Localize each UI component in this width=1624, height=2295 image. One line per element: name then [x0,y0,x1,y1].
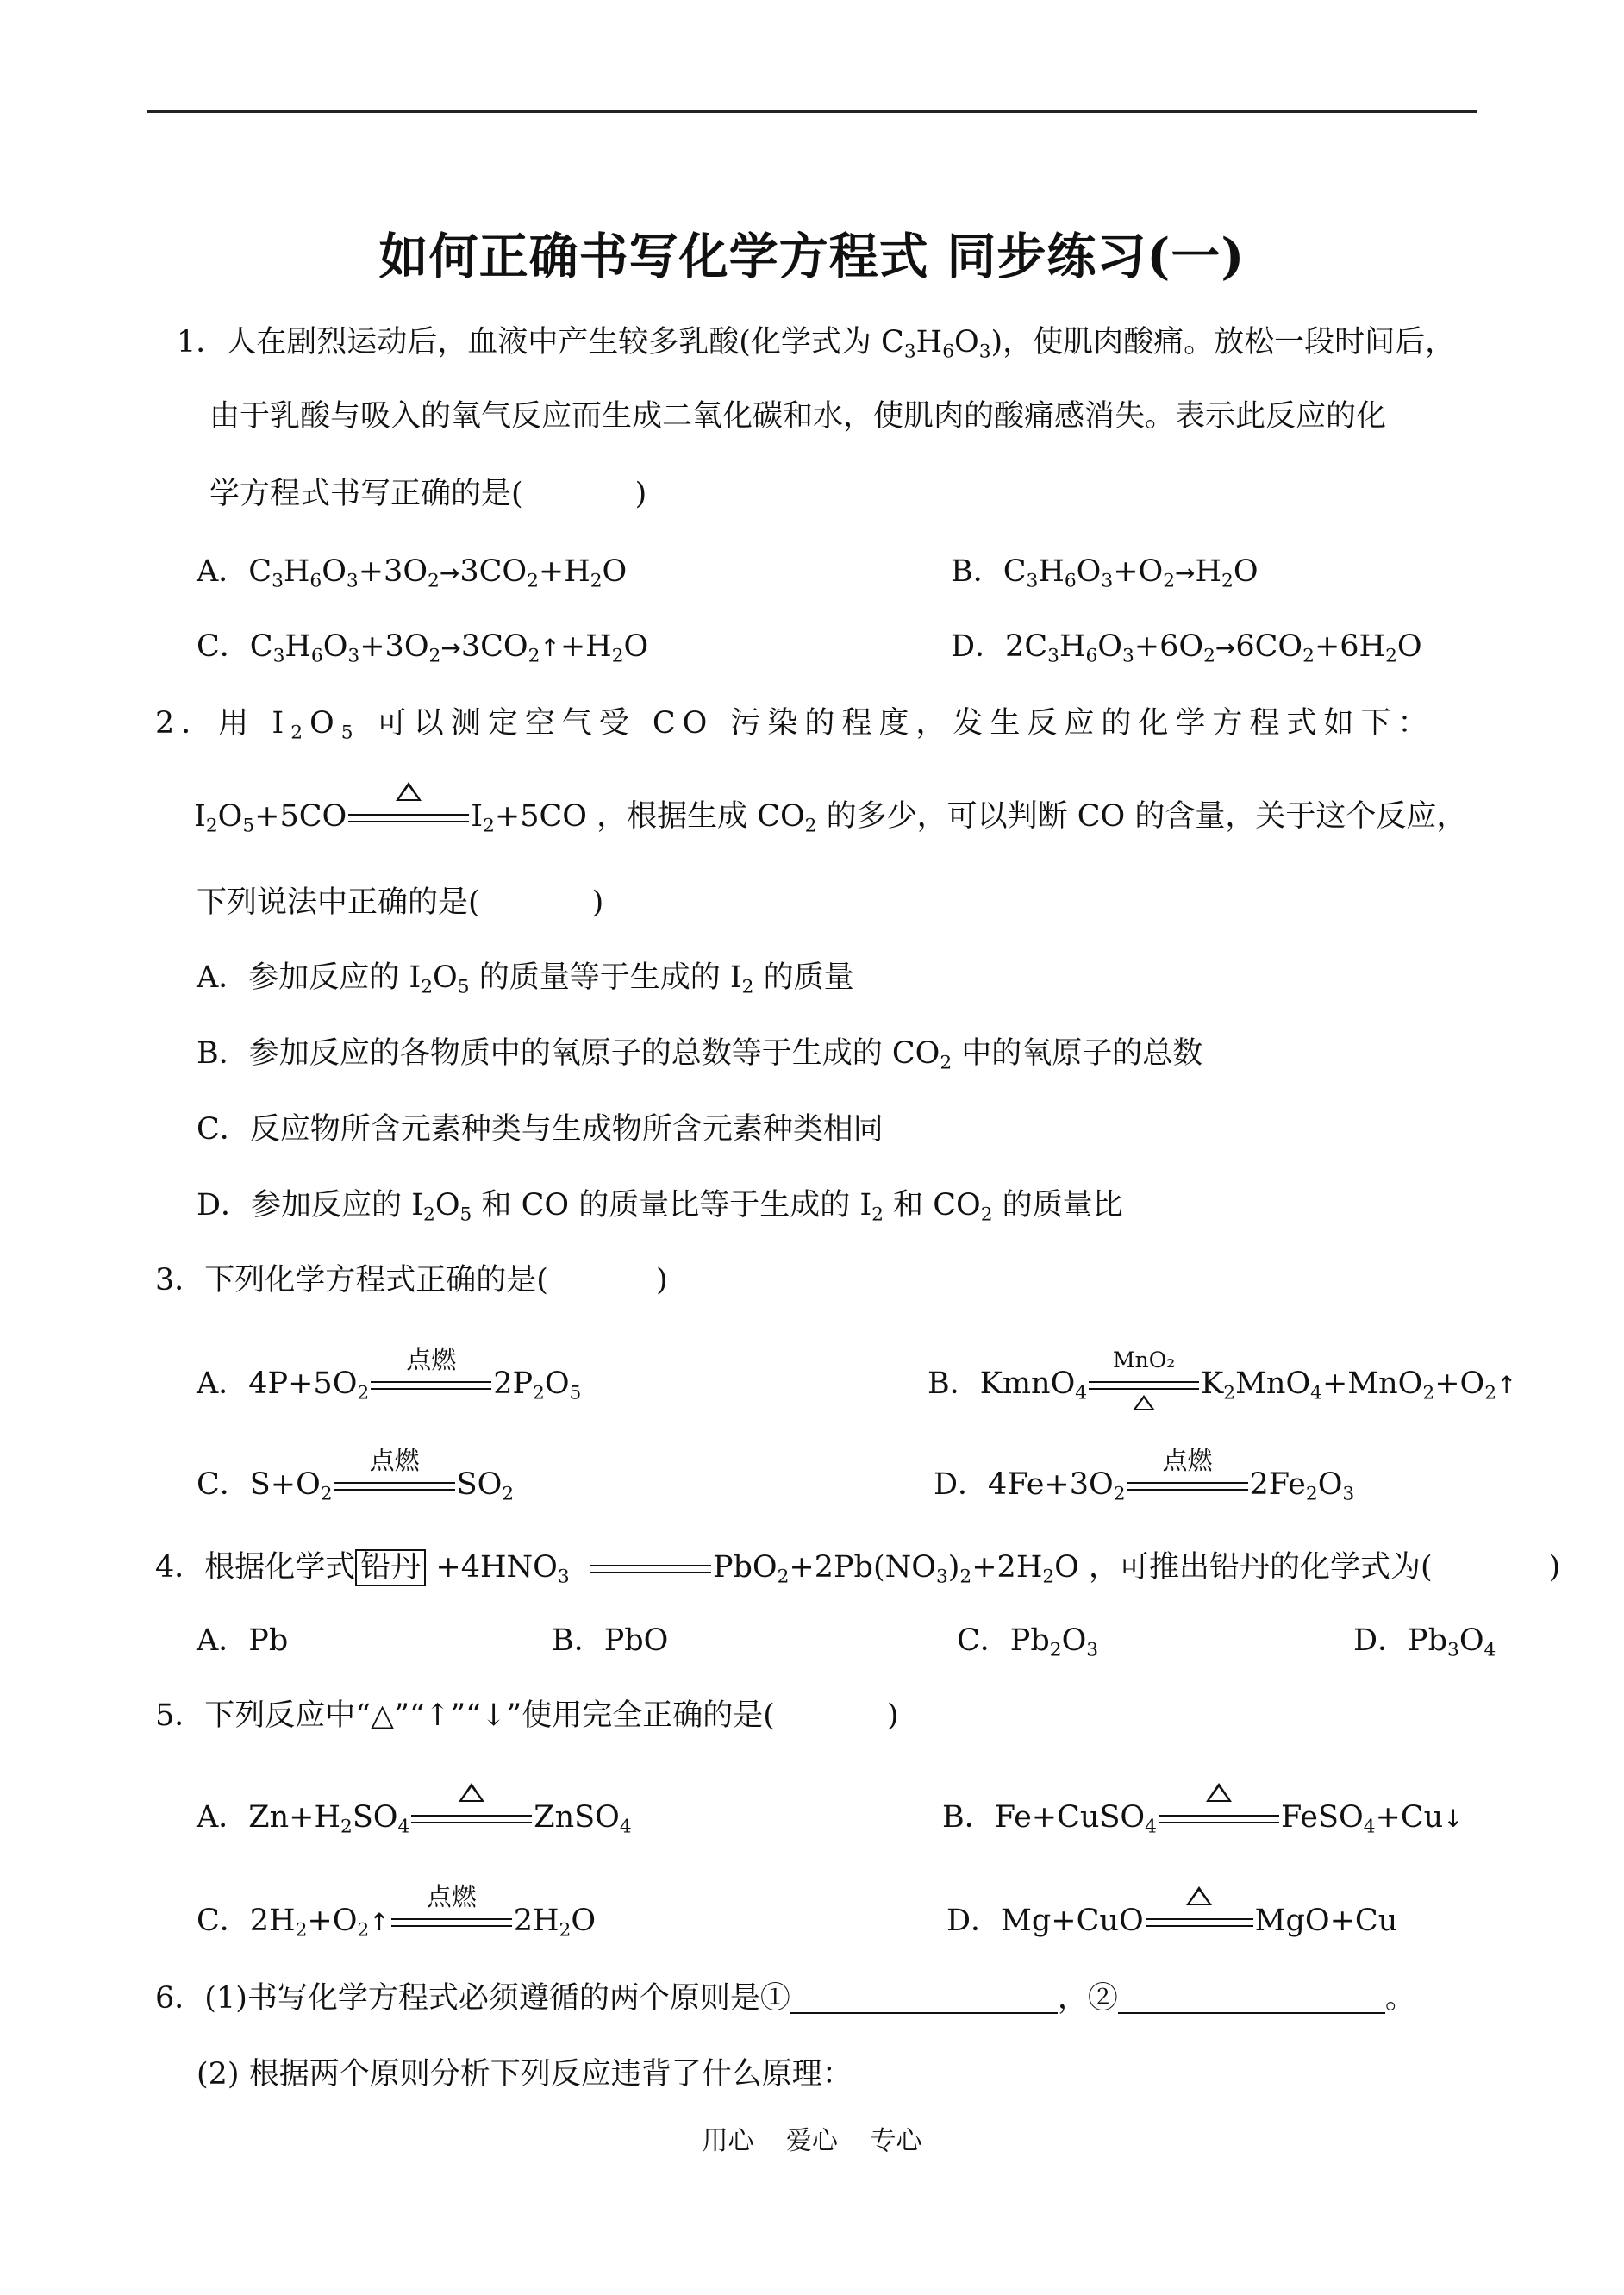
q6-line2: (2) 根据两个原则分析下列反应违背了什么原理： [197,2057,853,2092]
burn-condition [371,1344,491,1398]
q3-option-a[interactable]: A．$4P+5O_2$ 点燃 $2P_2O_5$ [197,1344,582,1404]
burn-condition [391,1881,512,1935]
burn-label: 点燃 [369,1445,420,1475]
q2-stem-end: ) [591,885,604,920]
burn-condition [1127,1445,1248,1498]
q1-option-b[interactable]: B．$C_3H_6O_3+O_2\to H_2O$ [951,554,1259,592]
q1-line3 [209,479,646,510]
q5-option-c[interactable]: C．$2H_2+O_2↑$ 点燃 $2H_2O$ [197,1881,597,1942]
q5-stem [155,1698,899,1733]
q1-line2: 由于乳酸与吸入的氧气反应而生成二氧化碳和水，使肌肉的酸痛感消失。表示此反应的化 [209,399,1387,434]
q2-line1: 2．用 $I_2O_5$ 可以测定空气受 CO 污染的程度，发生反应的化学方程式如下： [155,706,1435,744]
q2-line3 [197,885,604,920]
q2-option-a[interactable]: A．参加反应的 $I_2O_5$ 的质量等于生成的 $I_2$ 的质量 [197,960,854,998]
q2-option-c[interactable]: C．反应物所含元素种类与生成物所含元素种类相同 [197,1112,884,1147]
q4-option-b[interactable]: B．PbO [552,1623,669,1658]
q2-line2: $I_2O_5+5CO$ $I_2+5CO$ ，根据生成 $CO_2$ 的多少，可以判断 CO 的含量，关于这个反应， [194,802,1466,832]
header-rule [147,110,1477,113]
mno2-label: MnO₂ [1113,1347,1176,1373]
q1-option-c[interactable]: C．$C_3H_6O_3+3O_2\to 3CO_2↑+H_2O$ [197,629,649,667]
q4-stem: 4．根据化学式 铅丹 $+4HNO_3$ $PbO_2+2Pb(NO_3)_2+2H_2O$ ，可推出铅丹的化学式为( ) [155,1550,1561,1588]
q5-stem-text: 5．下列反应中“△”“↑”“↓”使用完全正确的是( [155,1698,775,1733]
q5-stem-end: ) [886,1698,899,1733]
heat-condition [1159,1807,1279,1831]
q6-mid: ，② [1057,1981,1118,2016]
boxed-term: 铅丹 [355,1549,426,1586]
q2-option-d[interactable]: D．参加反应的 $I_2O_5$ 和 CO 的质量比等于生成的 $I_2$ 和 $CO_2$ 的质量比 [197,1188,1123,1226]
q5-option-b[interactable]: B．Fe+CuSO$_4$ FeSO$_4$+Cu↓ [942,1803,1464,1833]
q6-stem: 6．(1)书写化学方程式必须遵循的两个原则是① [155,1981,790,2016]
page-footer: 用心 爱心 专心 [702,2126,922,2156]
q1-stem: 学方程式书写正确的是( [209,477,523,511]
q5-option-a[interactable]: A．$Zn+H_2SO_4$ ZnSO$_4$ [197,1803,632,1833]
q4-stem-pre: 4．根据化学式 [155,1550,356,1585]
q2-option-b[interactable]: B．参加反应的各物质中的氧原子的总数等于生成的 $CO_2$ 中的氧原子的总数 [197,1036,1203,1074]
burn-label: 点燃 [1162,1445,1213,1475]
burn-label: 点燃 [406,1344,457,1374]
mno2-heat-condition [1089,1347,1199,1398]
page-title: 如何正确书写化学方程式 同步练习(一) [378,228,1246,285]
q3-option-d[interactable]: D．$4Fe+3O_2$ 点燃 $2Fe_2O_3$ [934,1445,1355,1505]
q1-stem-end: ) [634,477,647,511]
heat-condition [411,1807,532,1831]
q1-line1: 1．人在剧烈运动后，血液中产生较多乳酸(化学式为 $C_3H_6O_3$)，使肌肉酸痛。放松一段时间后， [177,325,1456,363]
q1-option-a[interactable]: A．$C_3H_6O_3+3O_2\to 3CO_2+H_2O$ [197,554,628,592]
q1-option-d[interactable]: D．$2C_3H_6O_3+6O_2\to 6CO_2+6H_2O$ [951,629,1422,667]
answer-blank-2[interactable] [1118,1986,1385,2014]
q3-stem [155,1263,668,1298]
q3-option-c[interactable]: C．$S+O_2$ 点燃 $SO_2$ [197,1445,515,1505]
heat-condition [1146,1910,1253,1935]
q2-stem: 下列说法中正确的是( [197,885,480,920]
q3-option-b[interactable]: B．KmnO$_4$ MnO₂ $K_2MnO_4+MnO_2+O_2↑$ [928,1369,1517,1399]
heat-condition [348,806,469,830]
burn-condition [334,1445,455,1498]
q4-option-c[interactable]: C．$Pb_2O_3$ [957,1623,1099,1661]
q3-stem-text: 3．下列化学方程式正确的是( [155,1263,548,1298]
q6-end: 。 [1384,1981,1415,2016]
q4-option-a[interactable]: A．Pb [197,1623,289,1658]
q5-option-d[interactable]: D．Mg+CuO MgO+Cu [946,1906,1397,1936]
burn-label: 点燃 [426,1881,477,1911]
equals-condition [590,1557,711,1581]
q6-line1 [155,1981,1415,2016]
q4-option-d[interactable]: D．$Pb_3O_4$ [1353,1623,1496,1661]
q3-stem-end: ) [655,1263,668,1298]
answer-blank-1[interactable] [790,1986,1058,2014]
